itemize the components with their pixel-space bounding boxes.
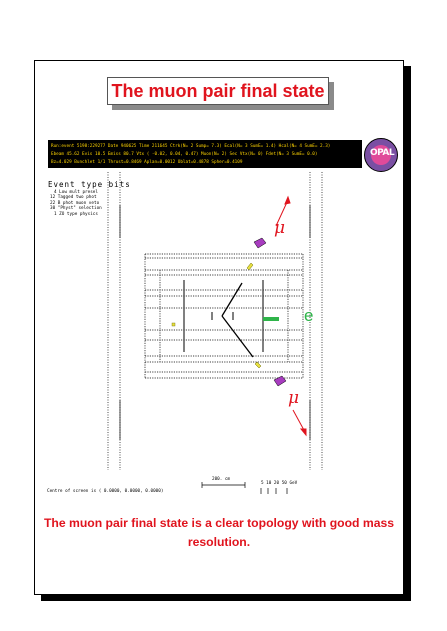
logo-text: OPAL <box>369 148 395 158</box>
slide-caption: The muon pair final state is a clear topology with good mass resolution. <box>43 516 395 549</box>
outer-frame-solid <box>120 205 310 440</box>
muon-arrow-bottom <box>293 410 306 435</box>
inner-detector <box>184 280 263 352</box>
scale-label-cm: 200. cm <box>212 477 231 482</box>
label-muon-bottom: μ <box>288 388 300 408</box>
calorimeter-hit-top <box>247 263 253 270</box>
scale-bar-gev <box>261 488 287 494</box>
label-muon-top: μ <box>274 218 286 238</box>
event-type-line: 22 B phot muon veto <box>50 200 100 206</box>
muon-chamber-hit-bottom <box>274 376 286 386</box>
calorimeter-hit-bottom <box>255 362 261 368</box>
info-line-2: Ebeam 45.62 Evis 10.5 Emiss 80.7 Vtx ( -0.02, 0.04, 0.47) Muon(N= 2) Sec Vtx(N= 0) Fdet(N= 3 SumE= 0.0) <box>51 152 318 157</box>
info-line-3: Bz=4.029 Bunchlet 1/1 Thrust=0.8469 Aplan=0.0012 Oblat=0.4878 Spher=0.4109 <box>51 160 243 165</box>
label-electron: e <box>304 306 314 325</box>
event-type-line: 12 Tagged two phot <box>50 195 97 201</box>
slide-title: The muon pair final state <box>107 77 329 105</box>
electron-cluster <box>263 317 279 321</box>
event-type-line: 4 Low mult presel <box>54 190 98 195</box>
event-type-line: 1 ZO type physics <box>54 211 98 217</box>
centre-of-screen: Centre of screen is ( 0.0000, 0.0000, 0.0000) <box>47 489 164 494</box>
chamber-verticals <box>145 254 303 378</box>
event-type-line: 30 "Physt" selection <box>50 206 102 212</box>
scale-bar-cm <box>202 482 245 488</box>
outer-frame <box>108 172 322 470</box>
scale-label-gev: 5 10 20 50 GeV <box>261 481 298 486</box>
event-type-title: Event type bits <box>48 180 131 189</box>
info-line-1: Run:event 5198:229277 Date 940625 Time 211645 Ctrk(N= 2 Sump= 7.3) Ecal(N= 3 SumE= 1.4) Hcal(N= 4 SumE= 2.3) <box>51 144 331 149</box>
chamber-lines <box>145 254 303 378</box>
small-hit-left <box>172 323 175 326</box>
muon-tracks <box>222 283 253 357</box>
muon-chamber-hit-top <box>254 238 266 248</box>
